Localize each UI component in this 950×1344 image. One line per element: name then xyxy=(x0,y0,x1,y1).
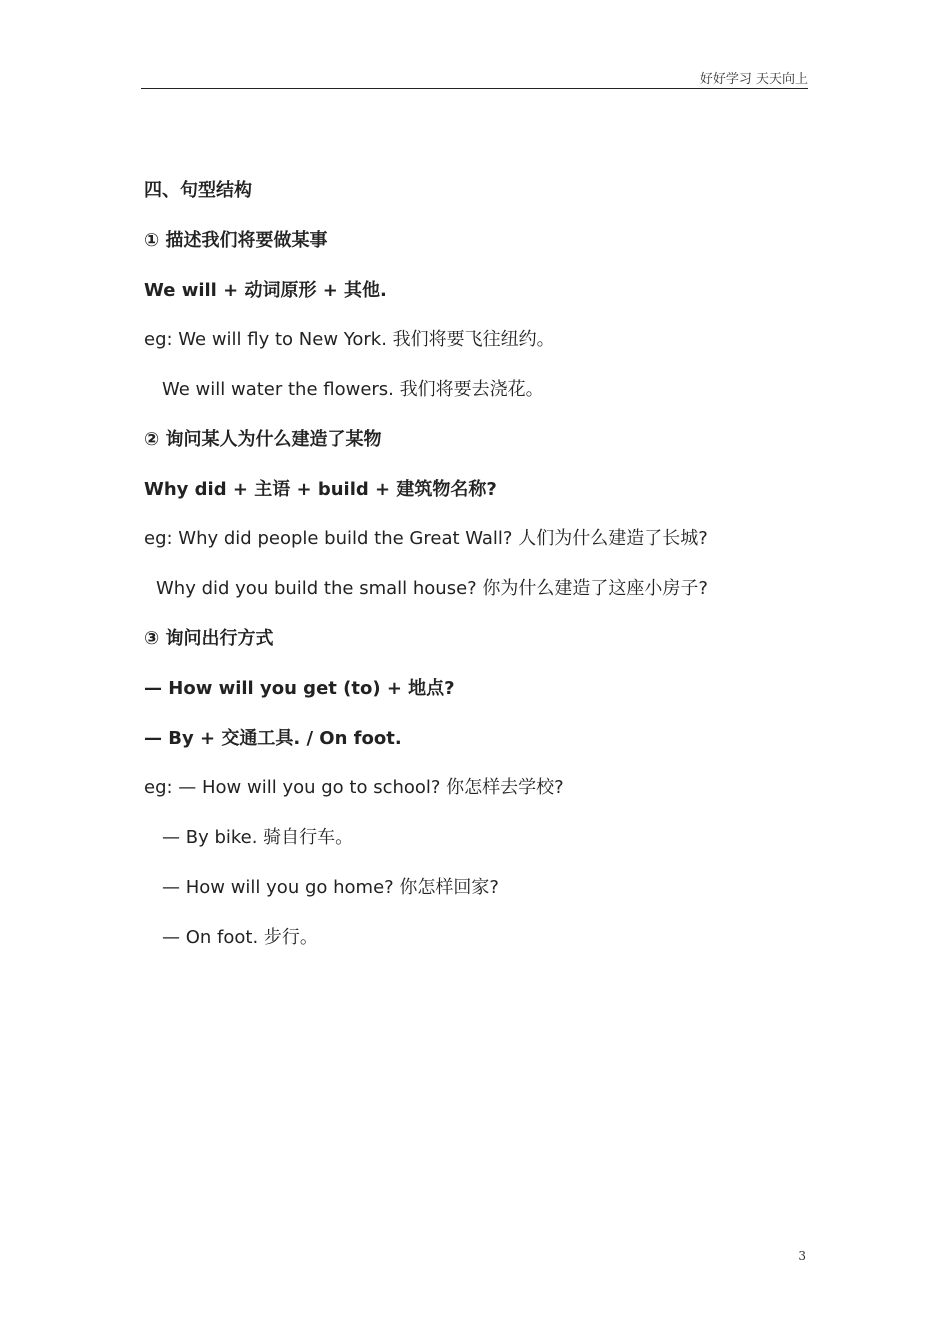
header-rule xyxy=(141,88,808,89)
pattern-3-example-1: eg: — How will you go to school? 你怎样去学校? xyxy=(144,777,564,798)
pattern-3-example-2: — By bike. 骑自行车。 xyxy=(162,827,354,848)
pattern-2-heading: ② 询问某人为什么建造了某物 xyxy=(144,429,382,450)
pattern-2-formula: Why did + 主语 + build + 建筑物名称? xyxy=(144,479,497,500)
pattern-3-example-4: — On foot. 步行。 xyxy=(162,927,318,948)
pattern-1-example-2: We will water the flowers. 我们将要去浇花。 xyxy=(162,379,544,400)
pattern-3-formula-question: — How will you get (to) + 地点? xyxy=(144,678,455,699)
pattern-2-example-2: Why did you build the small house? 你为什么建造了这座小房子? xyxy=(156,578,708,599)
pattern-1-formula: We will + 动词原形 + 其他. xyxy=(144,280,387,301)
pattern-3-heading: ③ 询问出行方式 xyxy=(144,628,274,649)
pattern-3-example-3: — How will you go home? 你怎样回家? xyxy=(162,877,499,898)
pattern-3-formula-answer: — By + 交通工具. / On foot. xyxy=(144,728,402,749)
page-header-text: 好好学习 天天向上 xyxy=(699,72,808,87)
pattern-1-example-1: eg: We will fly to New York. 我们将要飞往纽约。 xyxy=(144,329,555,350)
pattern-2-example-1: eg: Why did people build the Great Wall? 人们为什么建造了长城? xyxy=(144,528,708,549)
page-number: 3 xyxy=(798,1249,806,1263)
pattern-1-heading: ① 描述我们将要做某事 xyxy=(144,230,328,251)
section-title: 四、句型结构 xyxy=(144,180,252,201)
